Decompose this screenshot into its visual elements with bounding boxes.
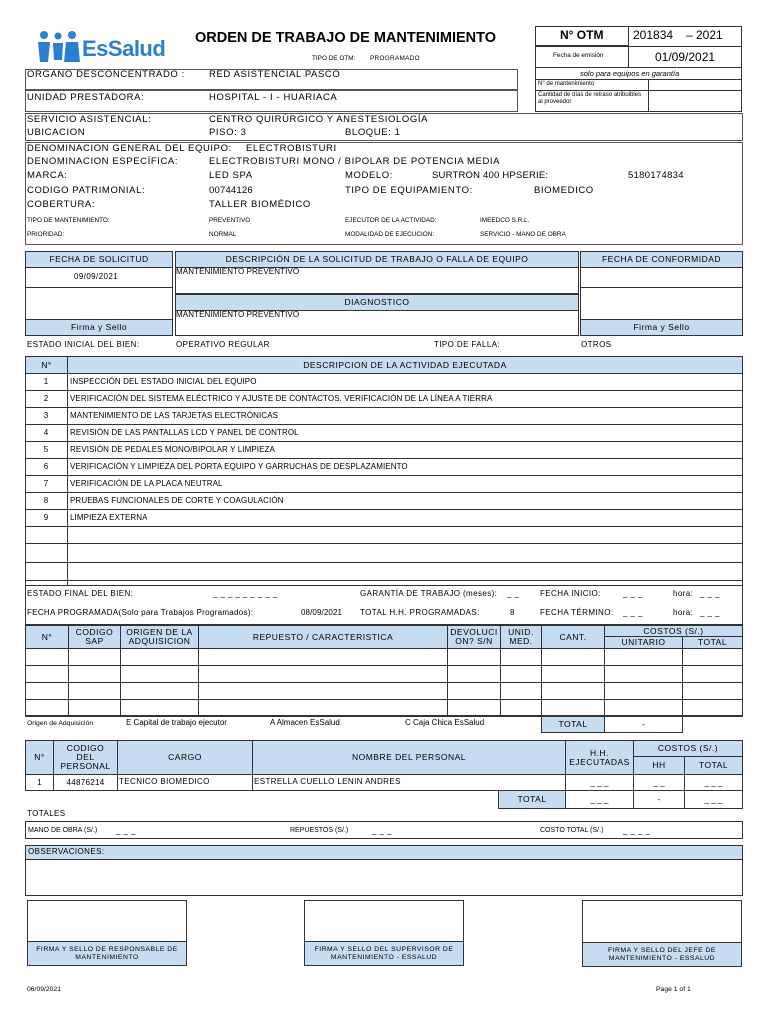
firma-supervisor-box[interactable] xyxy=(304,900,464,942)
actividades-col-divider xyxy=(67,373,68,586)
activity-text: VERIFICACIÓN Y LIMPIEZA DEL PORTA EQUIPO Y GARRUCHAS DE DESPLAZAMIENTO xyxy=(70,462,408,471)
codigo-value: 00744126 xyxy=(209,185,253,196)
repuesto-col-line xyxy=(541,648,542,716)
origen-a: A Almacen EsSalud xyxy=(270,718,340,727)
activity-row-line xyxy=(25,509,743,510)
repuestos-total-label: REPUESTOS (S/.) xyxy=(290,827,349,834)
activity-number: 4 xyxy=(43,428,49,437)
per-row-nombre-text: ESTRELLA CUELLO LENIN ANDRES xyxy=(254,777,401,786)
fecha-emision-value: 01/09/2021 xyxy=(655,50,716,64)
tipo-equipamiento-value: BIOMEDICO xyxy=(534,185,594,196)
activity-text: MANTENIMIENTO DE LAS TARJETAS ELECTRÓNICAS xyxy=(70,411,279,420)
activity-row-line xyxy=(25,580,743,581)
per-col-codigo: CODIGO DEL PERSONAL xyxy=(53,740,118,775)
rep-col-unitario: UNITARIO xyxy=(604,636,683,649)
fecha-solicitud-blank xyxy=(25,287,173,320)
fecha-solicitud-header: FECHA DE SOLICITUD xyxy=(25,251,173,268)
hora-termino-label: hora: xyxy=(673,608,694,617)
tipo-otm-label: TIPO DE OTM: xyxy=(312,55,356,62)
costo-total-label: COSTO TOTAL (S/.) xyxy=(540,827,604,834)
activity-text: LIMPIEZA EXTERNA xyxy=(70,513,148,522)
retraso-label: Cantidad de días de retraso atribuibles al proveedor xyxy=(538,92,642,105)
serie-value: 5180174834 xyxy=(628,170,684,181)
activity-number: 9 xyxy=(43,513,49,522)
hora-inicio-value: _ _ _ xyxy=(700,589,720,598)
fecha-emision-label: Fecha de emisión xyxy=(553,52,604,59)
rep-total-value: - xyxy=(604,716,683,733)
repuesto-col-line xyxy=(68,648,69,716)
per-total-label: TOTAL xyxy=(498,790,566,809)
firma-sello-left: Firma y Sello xyxy=(25,319,173,336)
conformidad-cell xyxy=(580,267,743,288)
repuestos-total-value: _ _ _ xyxy=(372,826,392,835)
per-col-cargo: CARGO xyxy=(117,740,253,775)
repuesto-col-line xyxy=(447,648,448,716)
repuesto-row-line xyxy=(25,699,743,700)
per-row-n: 1 xyxy=(25,774,54,791)
logo-text: EsSalud xyxy=(82,36,166,61)
per-row-total: _ _ _ xyxy=(684,774,743,791)
unidad-value: HOSPITAL - I - HUARIACA xyxy=(209,92,338,103)
per-col-total: TOTAL xyxy=(684,756,743,775)
observaciones-header xyxy=(25,845,743,860)
organo-value: RED ASISTENCIAL PASCO xyxy=(209,69,341,80)
tipo-equipamiento-label: TIPO DE EQUIPAMIENTO: xyxy=(345,185,473,196)
conformidad-blank xyxy=(580,287,743,320)
per-row-codigo: 44876214 xyxy=(53,774,118,791)
actividades-desc-header: DESCRIPCION DE LA ACTIVIDAD EJECUTADA xyxy=(67,356,743,374)
ejecutor-label: EJECUTOR DE LA ACTIVIDAD: xyxy=(345,217,437,224)
activity-number: 5 xyxy=(43,445,49,454)
rep-col-n: N° xyxy=(25,625,69,649)
actividades-num-header: N° xyxy=(25,356,68,374)
activity-row-line xyxy=(25,475,743,476)
activity-number: 2 xyxy=(43,394,49,403)
activity-number: 7 xyxy=(43,479,49,488)
modalidad-label: MODALIDAD DE EJECUCION: xyxy=(345,231,435,238)
activity-number: 8 xyxy=(43,496,49,505)
activity-row-line xyxy=(25,441,743,442)
garantia-value: _ _ xyxy=(507,589,520,598)
otm-year: – 2021 xyxy=(686,28,723,42)
fecha-programada-label: FECHA PROGRAMADA(Solo para Trabajos Programados): xyxy=(27,608,254,617)
activity-number: 6 xyxy=(43,462,49,471)
firma-responsable-label: FIRMA Y SELLO DE RESPONSABLE DE MANTENIMIENTO xyxy=(27,941,187,966)
per-row-hh: _ _ _ xyxy=(565,774,634,791)
estado-inicial-value: OPERATIVO REGULAR xyxy=(176,340,270,349)
activity-text: VERIFICACIÓN DE LA PLACA NEUTRAL xyxy=(70,479,223,488)
per-col-n: N° xyxy=(25,740,54,775)
family-logo-icon xyxy=(36,30,82,64)
tipo-falla-value: OTROS xyxy=(581,340,612,349)
activity-row-line xyxy=(25,562,743,563)
activity-row-line xyxy=(25,543,743,544)
modalidad-value: SERVICIO - MANO DE OBRA xyxy=(480,231,566,238)
firma-supervisor-label: FIRMA Y SELLO DEL SUPERVISOR DE MANTENIMIENTO - ESSALUD xyxy=(304,941,464,966)
fecha-inicio-label: FECHA INICIO: xyxy=(540,589,601,598)
garantia-note: solo para equipos en garantía xyxy=(580,69,680,78)
observaciones-field[interactable] xyxy=(25,859,743,896)
descripcion-header: DESCRIPCIÓN DE LA SOLICITUD DE TRABAJO O FALLA DE EQUIPO xyxy=(175,251,579,268)
rep-col-unid: UNID. MED. xyxy=(500,625,542,649)
origen-label: Origen de Adquisición xyxy=(27,720,94,727)
bloque-value: BLOQUE: 1 xyxy=(345,127,401,138)
fecha-inicio-value: _ _ _ xyxy=(623,589,643,598)
firma-sello-right: Firma y Sello xyxy=(580,319,743,336)
per-col-hh2: HH xyxy=(633,756,685,775)
modelo-label: MODELO: xyxy=(345,170,394,181)
tipo-mant-label: TIPO DE MANTENIMIENTO: xyxy=(27,217,110,224)
per-row-cargo-text: TECNICO BIOMEDICO xyxy=(119,777,210,786)
prioridad-value: NORMAL xyxy=(209,231,237,238)
repuesto-col-line xyxy=(120,648,121,716)
tipo-falla-label: TIPO DE FALLA: xyxy=(434,340,501,349)
den-especifica-label: DENOMINACION ESPECÍFICA: xyxy=(27,156,179,167)
estado-final-value: _ _ _ _ _ _ _ _ _ xyxy=(213,589,278,598)
den-general-label: DENOMINACION GENERAL DEL EQUIPO: xyxy=(27,143,232,154)
origen-e: E Capital de trabajo ejecutor xyxy=(126,718,227,727)
activity-row-line xyxy=(25,424,743,425)
rep-col-total: TOTAL xyxy=(682,636,743,649)
activity-text: PRUEBAS FUNCIONALES DE CORTE Y COAGULACIÓN xyxy=(70,496,284,505)
footer-page: Page 1 of 1 xyxy=(656,986,691,993)
origen-c: C Caja Chica EsSalud xyxy=(405,718,485,727)
mano-obra-value: _ _ _ xyxy=(116,826,136,835)
activity-row-line xyxy=(25,526,743,527)
per-total-hh2: - xyxy=(633,790,685,809)
total-hh-label: TOTAL H.H. PROGRAMADAS: xyxy=(360,608,480,617)
per-row-hh2: _ _ xyxy=(633,774,685,791)
firma-responsable-box[interactable] xyxy=(27,900,187,942)
rep-col-costos: COSTOS (S/.) xyxy=(604,625,743,637)
per-col-nombre: NOMBRE DEL PERSONAL xyxy=(252,740,566,775)
costo-total-value: _ _ _ _ xyxy=(623,826,651,835)
activity-text: REVISIÓN DE PEDALES MONO/BIPOLAR Y LIMPIEZA xyxy=(70,445,275,454)
rep-col-devolucion: DEVOLUCION? S/N xyxy=(447,625,501,649)
otm-number: 201834 xyxy=(633,28,674,42)
activity-text: INSPECCIÓN DEL ESTADO INICIAL DEL EQUIPO xyxy=(70,377,257,386)
totales-label: TOTALES xyxy=(27,809,66,818)
activity-row-line xyxy=(25,407,743,408)
rep-total-label: TOTAL xyxy=(541,716,605,733)
per-total-hh: _ _ _ xyxy=(565,790,634,809)
hora-termino-value: _ _ _ xyxy=(700,608,720,617)
mano-obra-label: MANO DE OBRA (S/.) xyxy=(28,827,98,834)
retraso-value-cell[interactable] xyxy=(648,90,742,112)
total-hh-value: 8 xyxy=(510,608,515,617)
repuesto-col-line xyxy=(198,648,199,716)
fecha-termino-label: FECHA TÉRMINO: xyxy=(540,608,614,617)
activity-row-line xyxy=(25,458,743,459)
firma-jefe-label: FIRMA Y SELLO DEL JEFE DE MANTENIMIENTO - ESSALUD xyxy=(582,942,742,967)
activity-text: REVISIÓN DE LAS PANTALLAS LCD Y PANEL DE CONTROL xyxy=(70,428,299,437)
rep-col-codigo: CODIGO SAP xyxy=(68,625,121,649)
piso-value: PISO: 3 xyxy=(209,127,247,138)
activity-row-line xyxy=(25,492,743,493)
marca-label: MARCA: xyxy=(27,170,68,181)
activity-row-line xyxy=(25,390,743,391)
ejecutor-value: IMEEDCO S.R.L. xyxy=(480,217,530,224)
rep-col-cant: CANT. xyxy=(541,625,605,649)
estado-inicial-label: ESTADO INICIAL DEL BIEN: xyxy=(27,340,140,349)
organo-label: ORGANO DESCONCENTRADO : xyxy=(27,69,185,80)
ubicacion-label: UBICACION xyxy=(27,127,86,138)
tipo-otm-value: PROGRAMADO xyxy=(370,55,420,62)
den-especifica-value: ELECTROBISTURI MONO / BIPOLAR DE POTENCIA MEDIA xyxy=(209,156,501,167)
footer-date: 06/09/2021 xyxy=(27,986,62,993)
repuesto-row-line xyxy=(25,682,743,683)
prioridad-label: PRIORIDAD: xyxy=(27,231,65,238)
cobertura-label: COBERTURA: xyxy=(27,199,96,210)
activity-number: 3 xyxy=(43,411,49,420)
observaciones-label: OBSERVACIONES: xyxy=(28,847,105,856)
repuesto-row-line xyxy=(25,665,743,666)
activity-number: 1 xyxy=(43,377,49,386)
unidad-label: UNIDAD PRESTADORA: xyxy=(27,92,145,103)
repuesto-col-line xyxy=(500,648,501,716)
modelo-value: SURTRON 400 HPSERIE: xyxy=(432,170,549,181)
fecha-termino-value: _ _ _ xyxy=(623,608,643,617)
marca-value: LED SPA xyxy=(209,170,253,181)
diagnostico-header: DIAGNOSTICO xyxy=(175,294,579,311)
estado-final-label: ESTADO FINAL DEL BIEN: xyxy=(27,589,134,598)
hora-inicio-label: hora: xyxy=(673,589,694,598)
firma-jefe-box[interactable] xyxy=(582,900,742,943)
tipo-mant-value: PREVENTIVO xyxy=(209,217,251,224)
essalud-logo xyxy=(36,30,171,66)
servicio-label: SERVICIO ASISTENCIAL: xyxy=(27,114,152,125)
per-total-total: _ _ _ xyxy=(684,790,743,809)
servicio-value: CENTRO QUIRÚRGICO Y ANESTESIOLOGÍA xyxy=(209,114,429,125)
diagnostico-value: MANTENIMIENTO PREVENTIVO xyxy=(176,310,300,319)
activity-text: VERIFICACIÓN DEL SISTEMA ELÉCTRICO Y AJUSTE DE CONTACTOS. VERIFICACIÓN DE LA LÍNEA A TIERRA xyxy=(70,394,493,403)
fecha-solicitud-value: 09/09/2021 xyxy=(74,272,119,281)
per-col-costos: COSTOS (S/.) xyxy=(633,740,743,757)
descripcion-value: MANTENIMIENTO PREVENTIVO xyxy=(176,267,300,276)
repuesto-col-line xyxy=(604,648,605,716)
otm-label: N° OTM xyxy=(560,28,604,42)
repuesto-col-line xyxy=(682,648,683,716)
den-general-value: ELECTROBISTURI xyxy=(246,143,337,154)
rep-col-repuesto: REPUESTO / CARACTERISTICA xyxy=(198,625,448,649)
rep-col-origen: ORIGEN DE LA ADQUISICION xyxy=(120,625,199,649)
garantia-label: GARANTÍA DE TRABAJO (meses): xyxy=(360,589,498,598)
cobertura-value: TALLER BIOMÉDICO xyxy=(209,199,311,210)
per-col-hh: H.H. EJECUTADAS xyxy=(565,740,634,775)
fecha-programada-value: 08/09/2021 xyxy=(301,608,343,617)
conformidad-header: FECHA DE CONFORMIDAD xyxy=(580,251,743,268)
page-title: ORDEN DE TRABAJO DE MANTENIMIENTO xyxy=(195,30,497,46)
mantenimiento-label: N° de mantenimiento xyxy=(538,81,595,87)
codigo-label: CODIGO PATRIMONIAL: xyxy=(27,185,146,196)
